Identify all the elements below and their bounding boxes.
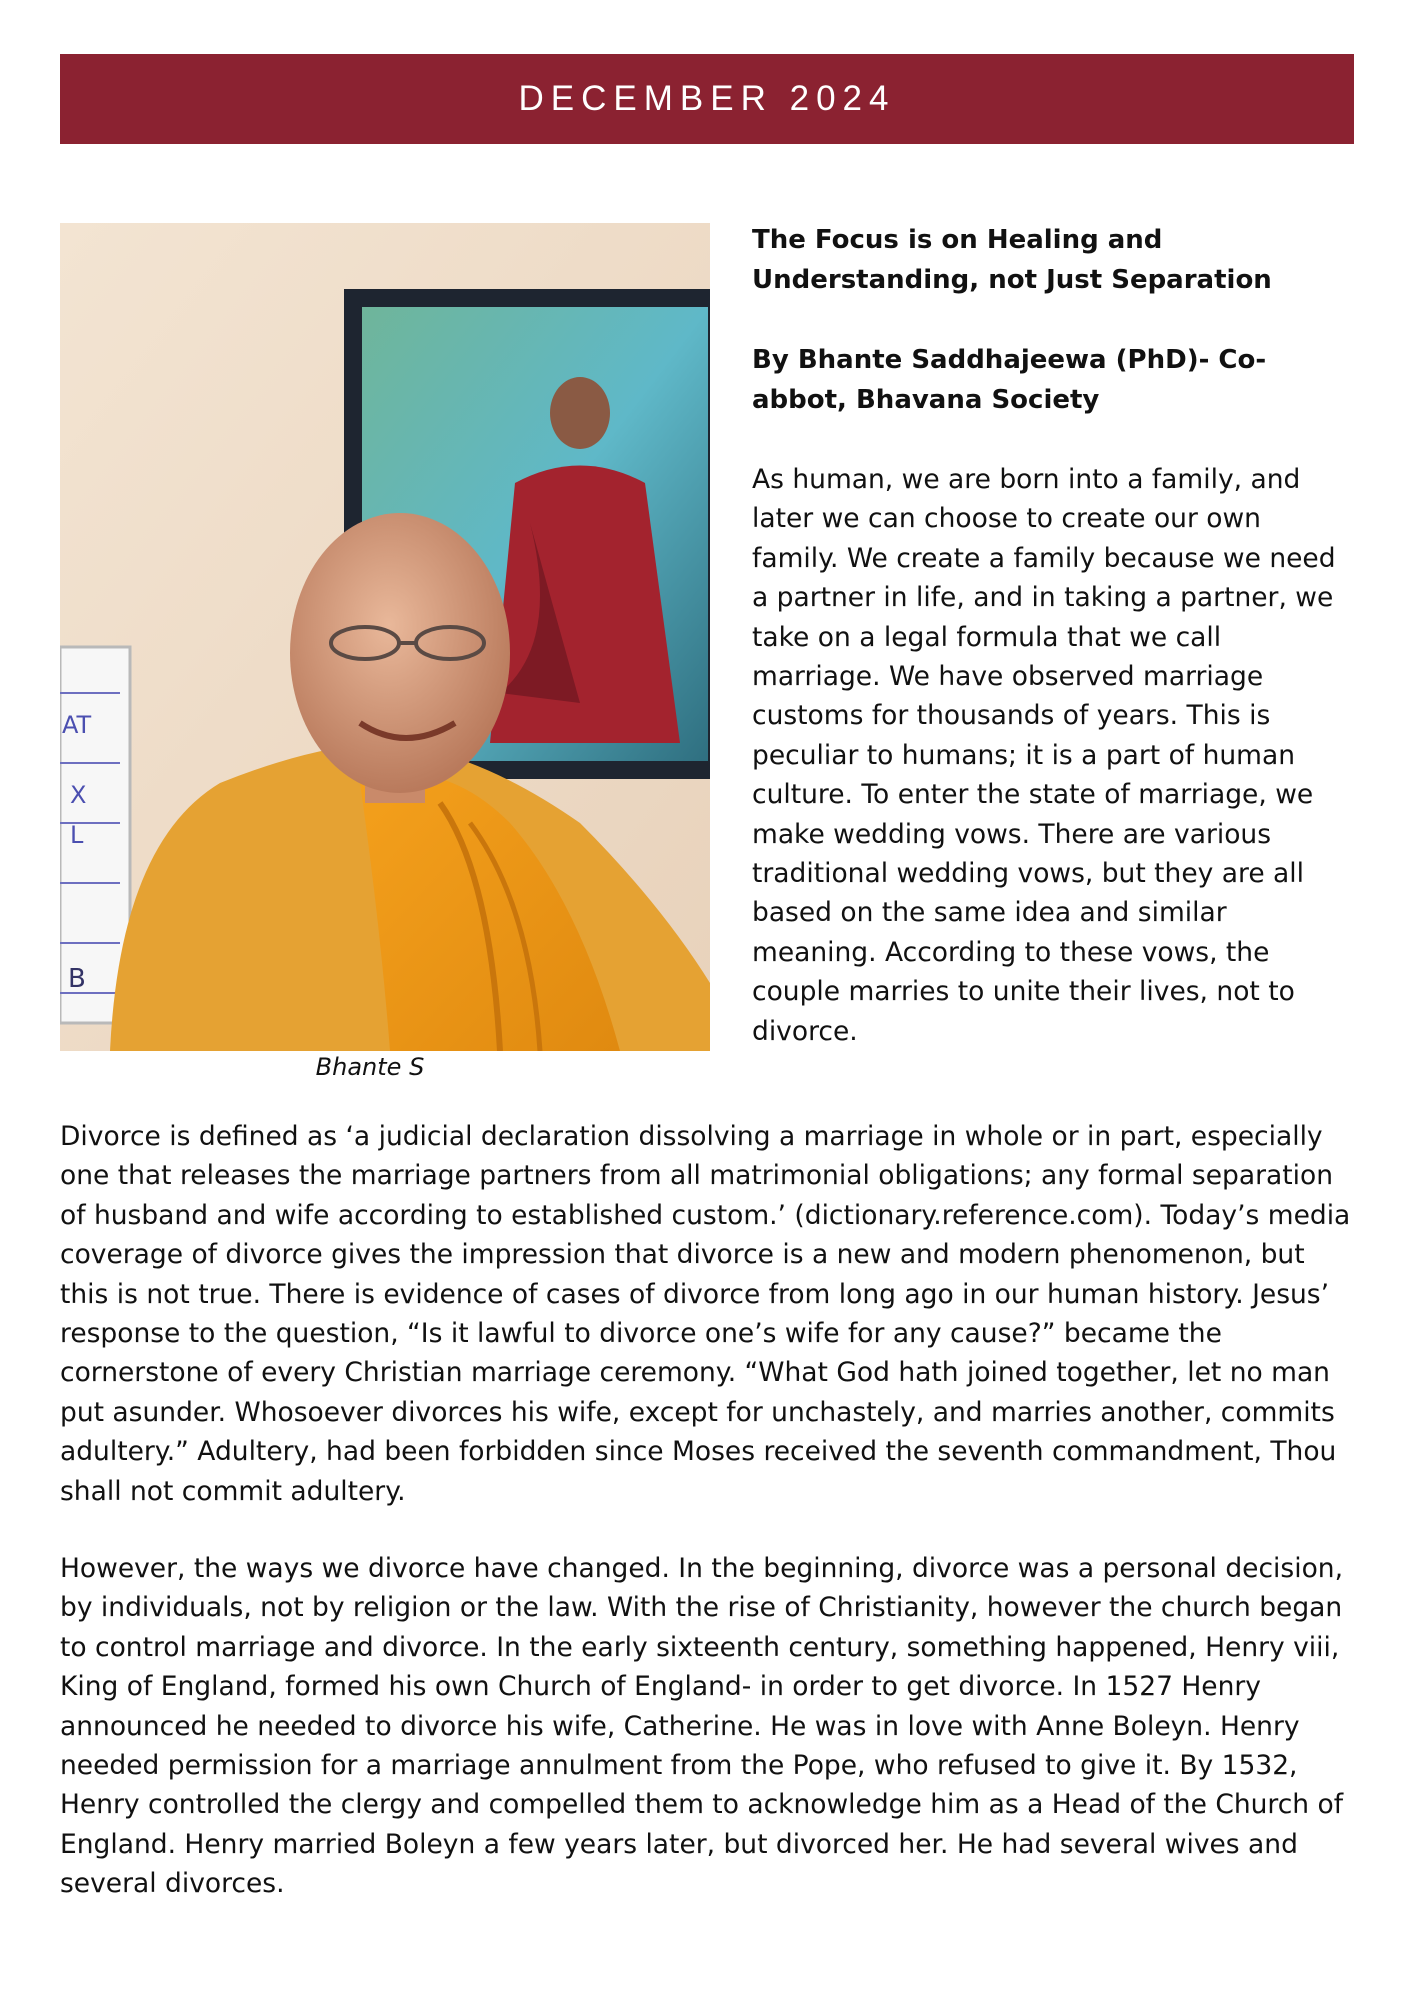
board-mark-x: X [70, 781, 87, 809]
article-byline: By Bhante Saddhajeewa (PhD)- Co-abbot, Bhavana Society [752, 345, 1267, 415]
intro-paragraph: As human, we are born into a family, and later we can choose to create our own family. We create a family because we need a partner in life, and in taking a partner, we take on a legal formula that we call marriage. We have observed marriage customs for thousands of years. This is peculiar to humans; it is a part of human culture. To enter the state of marriage, we make wedding vows. There are various traditional wedding vows, but they are all based on the same idea and similar meaning. According to these vows, the couple marries to unite their lives, not to divorce. [752, 464, 1336, 1047]
month-banner [60, 54, 1354, 144]
article-header-column [752, 220, 1352, 1051]
banner-title: DECEMBER 2024 [518, 79, 896, 118]
body-paragraph-divorce-definition: Divorce is defined as ‘a judicial declaration dissolving a marriage in whole or in part, especially one that releases the marriage partners from all matrimonial obligations; any formal separation of husband and wife according to established custom.’ (dictionary.reference.com). Today’s media coverage of divorce gives the impression that divorce is a new and modern phenomenon, but this is not true. There is evidence of cases of divorce from long ago in our human history. Jesus’ response to the question, “Is it lawful to divorce one’s wife for any cause?” became the cornerstone of every Christian marriage ceremony. “What God hath joined together, let no man put asunder. Whosoever divorces his wife, except for unchastely, and marries another, commits adultery.” Adultery, had been forbidden since Moses received the seventh commandment, Thou shall not commit adultery. [60, 1121, 1351, 1507]
board-mark-at: AT [62, 711, 92, 739]
author-photo [60, 223, 710, 1051]
body-paragraph-history: However, the ways we divorce have changed. In the beginning, divorce was a personal decision, by individuals, not by religion or the law. With the rise of Christianity, however the church began to control marriage and divorce. In the early sixteenth century, something happened, Henry viii, King of England, formed his own Church of England- in order to get divorce. In 1527 Henry announced he needed to divorce his wife, Catherine. He was in love with Anne Boleyn. Henry needed permission for a marriage annulment from the Pope, who refused to give it. By 1532, Henry controlled the clergy and compelled them to acknowledge him as a Head of the Church of England. Henry married Boleyn a few years later, but divorced her. He had several wives and several divorces. [60, 1553, 1344, 1900]
photo-caption: Bhante S [315, 1053, 425, 1081]
article-headline: The Focus is on Healing and Understanding, not Just Separation [752, 225, 1272, 295]
board-mark-b: B [68, 964, 86, 994]
board-mark-l: L [70, 821, 84, 849]
portrait-illustration [60, 223, 710, 1051]
